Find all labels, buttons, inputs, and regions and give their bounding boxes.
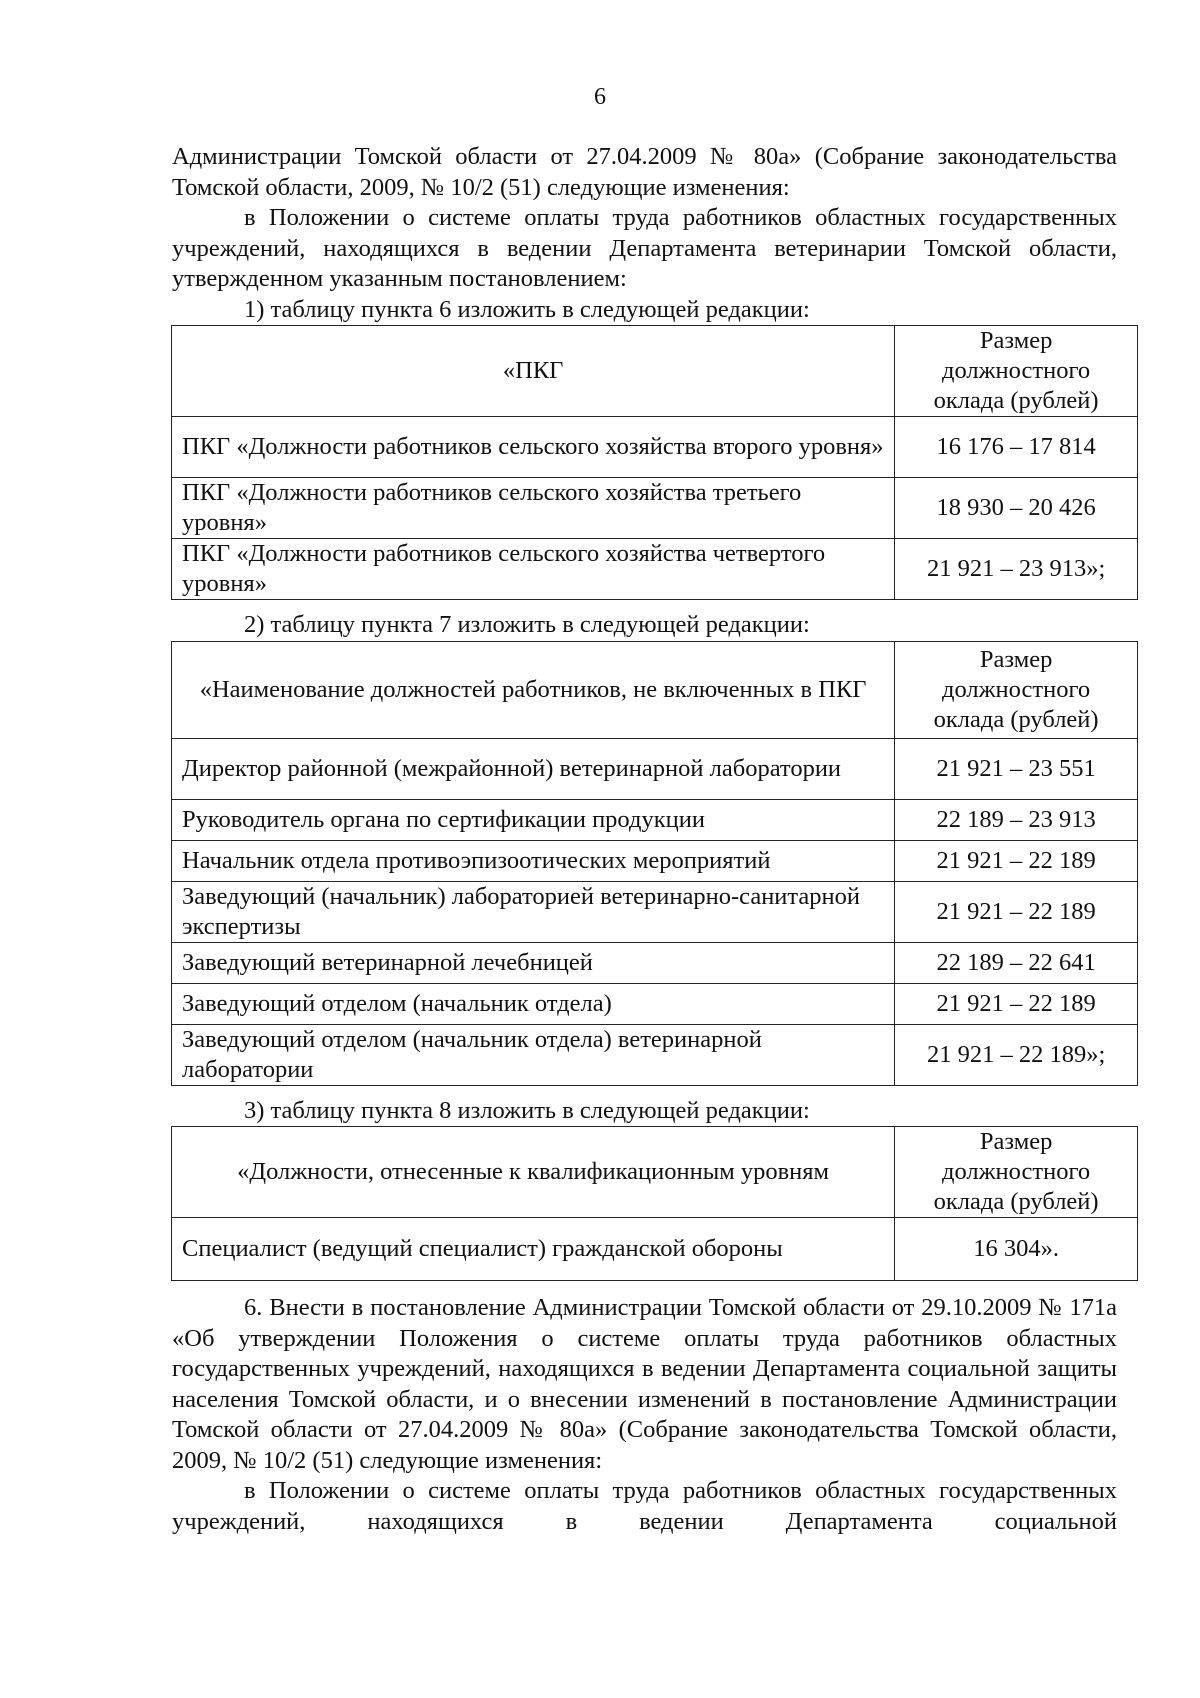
table-cell-name: Заведующий (начальник) лабораторией ветеринарно-санитарной экспертизы (172, 881, 895, 942)
salary-table-2 (171, 641, 1138, 1086)
table-cell-name: Директор районной (межрайонной) ветеринарной лаборатории (172, 738, 895, 799)
table-row (172, 942, 1138, 983)
table-cell-name: Заведующий ветеринарной лечебницей (172, 942, 895, 983)
table-cell-name: Руководитель органа по сертификации продукции (172, 799, 895, 840)
table-header-cell: Размер должностного оклада (рублей) (895, 1127, 1138, 1218)
table-cell-value: 22 189 – 23 913 (895, 799, 1138, 840)
table-cell-name: ПКГ «Должности работников сельского хозяйства второго уровня» (172, 417, 895, 478)
table2-caption: 2) таблицу пункта 7 изложить в следующей редакции: (244, 611, 810, 638)
table-cell-value: 21 921 – 22 189 (895, 840, 1138, 881)
table-row (172, 983, 1138, 1024)
intro-paragraph: Администрации Томской области от 27.04.2009 № 80а» (Собрание законодательства Томской области, 2009, № 10/2 (51) следующие изменения: (172, 143, 1117, 201)
table-header-cell: «ПКГ (172, 326, 895, 417)
table-header-cell: «Должности, отнесенные к квалификационным уровням (172, 1127, 895, 1218)
table-cell-value: 21 921 – 23 551 (895, 738, 1138, 799)
intro-paragraph-2: в Положении о системе оплаты труда работников областных государственных учреждений, находящихся в ведении Департамента ветеринарии Томской области, утвержденном указанным постановлением: (172, 204, 1117, 292)
table-cell-name: ПКГ «Должности работников сельского хозяйства четвертого уровня» (172, 539, 895, 600)
table-cell-name: ПКГ «Должности работников сельского хозяйства третьего уровня» (172, 478, 895, 539)
table-row (172, 799, 1138, 840)
table-row (172, 1218, 1138, 1281)
table-row (172, 881, 1138, 942)
table-cell-value: 21 921 – 22 189»; (895, 1024, 1138, 1085)
table-header-cell: «Наименование должностей работников, не включенных в ПКГ (172, 641, 895, 738)
salary-table-1 (171, 325, 1138, 600)
table-header-row (172, 641, 1138, 738)
table-row (172, 1024, 1138, 1085)
page-number: 6 (594, 84, 606, 110)
table-cell-value: 18 930 – 20 426 (895, 478, 1138, 539)
table-cell-value: 21 921 – 22 189 (895, 881, 1138, 942)
table-cell-name: Специалист (ведущий специалист) гражданской обороны (172, 1218, 895, 1281)
document-body (172, 142, 1117, 1537)
table-row (172, 539, 1138, 600)
table1-caption: 1) таблицу пункта 6 изложить в следующей редакции: (244, 295, 810, 323)
table-header-row (172, 1127, 1138, 1218)
table-row (172, 738, 1138, 799)
table-cell-value: 21 921 – 23 913»; (895, 539, 1138, 600)
table-header-cell: Размер должностного оклада (рублей) (895, 326, 1138, 417)
table-cell-name: Заведующий отделом (начальник отдела) ветеринарной лаборатории (172, 1024, 895, 1085)
table-cell-value: 22 189 – 22 641 (895, 942, 1138, 983)
table-cell-name: Заведующий отделом (начальник отдела) (172, 983, 895, 1024)
section-6-paragraph: 6. Внести в постановление Администрации Томской области от 29.10.2009 № 171а «Об утверждении Положения о системе оплаты труда работников областных государственных учреждений, находящихся в ведении Департамента социальной защиты населения Томской области, и о внесении изменений в постановление Администрации Томской области от 27.04.2009 № 80а» (Собрание законодательства Томской области, 2009, № 10/2 (51) следующие изменения: (172, 1294, 1117, 1474)
table-cell-value: 21 921 – 22 189 (895, 983, 1138, 1024)
section-6-continuation: в Положении о системе оплаты труда работников областных государственных учреждений, находящихся в ведении Департамента социальной (172, 1477, 1117, 1535)
table-cell-name: Начальник отдела противоэпизоотических мероприятий (172, 840, 895, 881)
table-cell-value: 16 304». (895, 1218, 1138, 1281)
table-row (172, 478, 1138, 539)
table-cell-value: 16 176 – 17 814 (895, 417, 1138, 478)
table-header-row (172, 326, 1138, 417)
table-header-cell: Размер должностного оклада (рублей) (895, 641, 1138, 738)
table-row (172, 840, 1138, 881)
table3-caption: 3) таблицу пункта 8 изложить в следующей редакции: (244, 1096, 810, 1124)
table-row (172, 417, 1138, 478)
salary-table-3 (171, 1126, 1138, 1281)
